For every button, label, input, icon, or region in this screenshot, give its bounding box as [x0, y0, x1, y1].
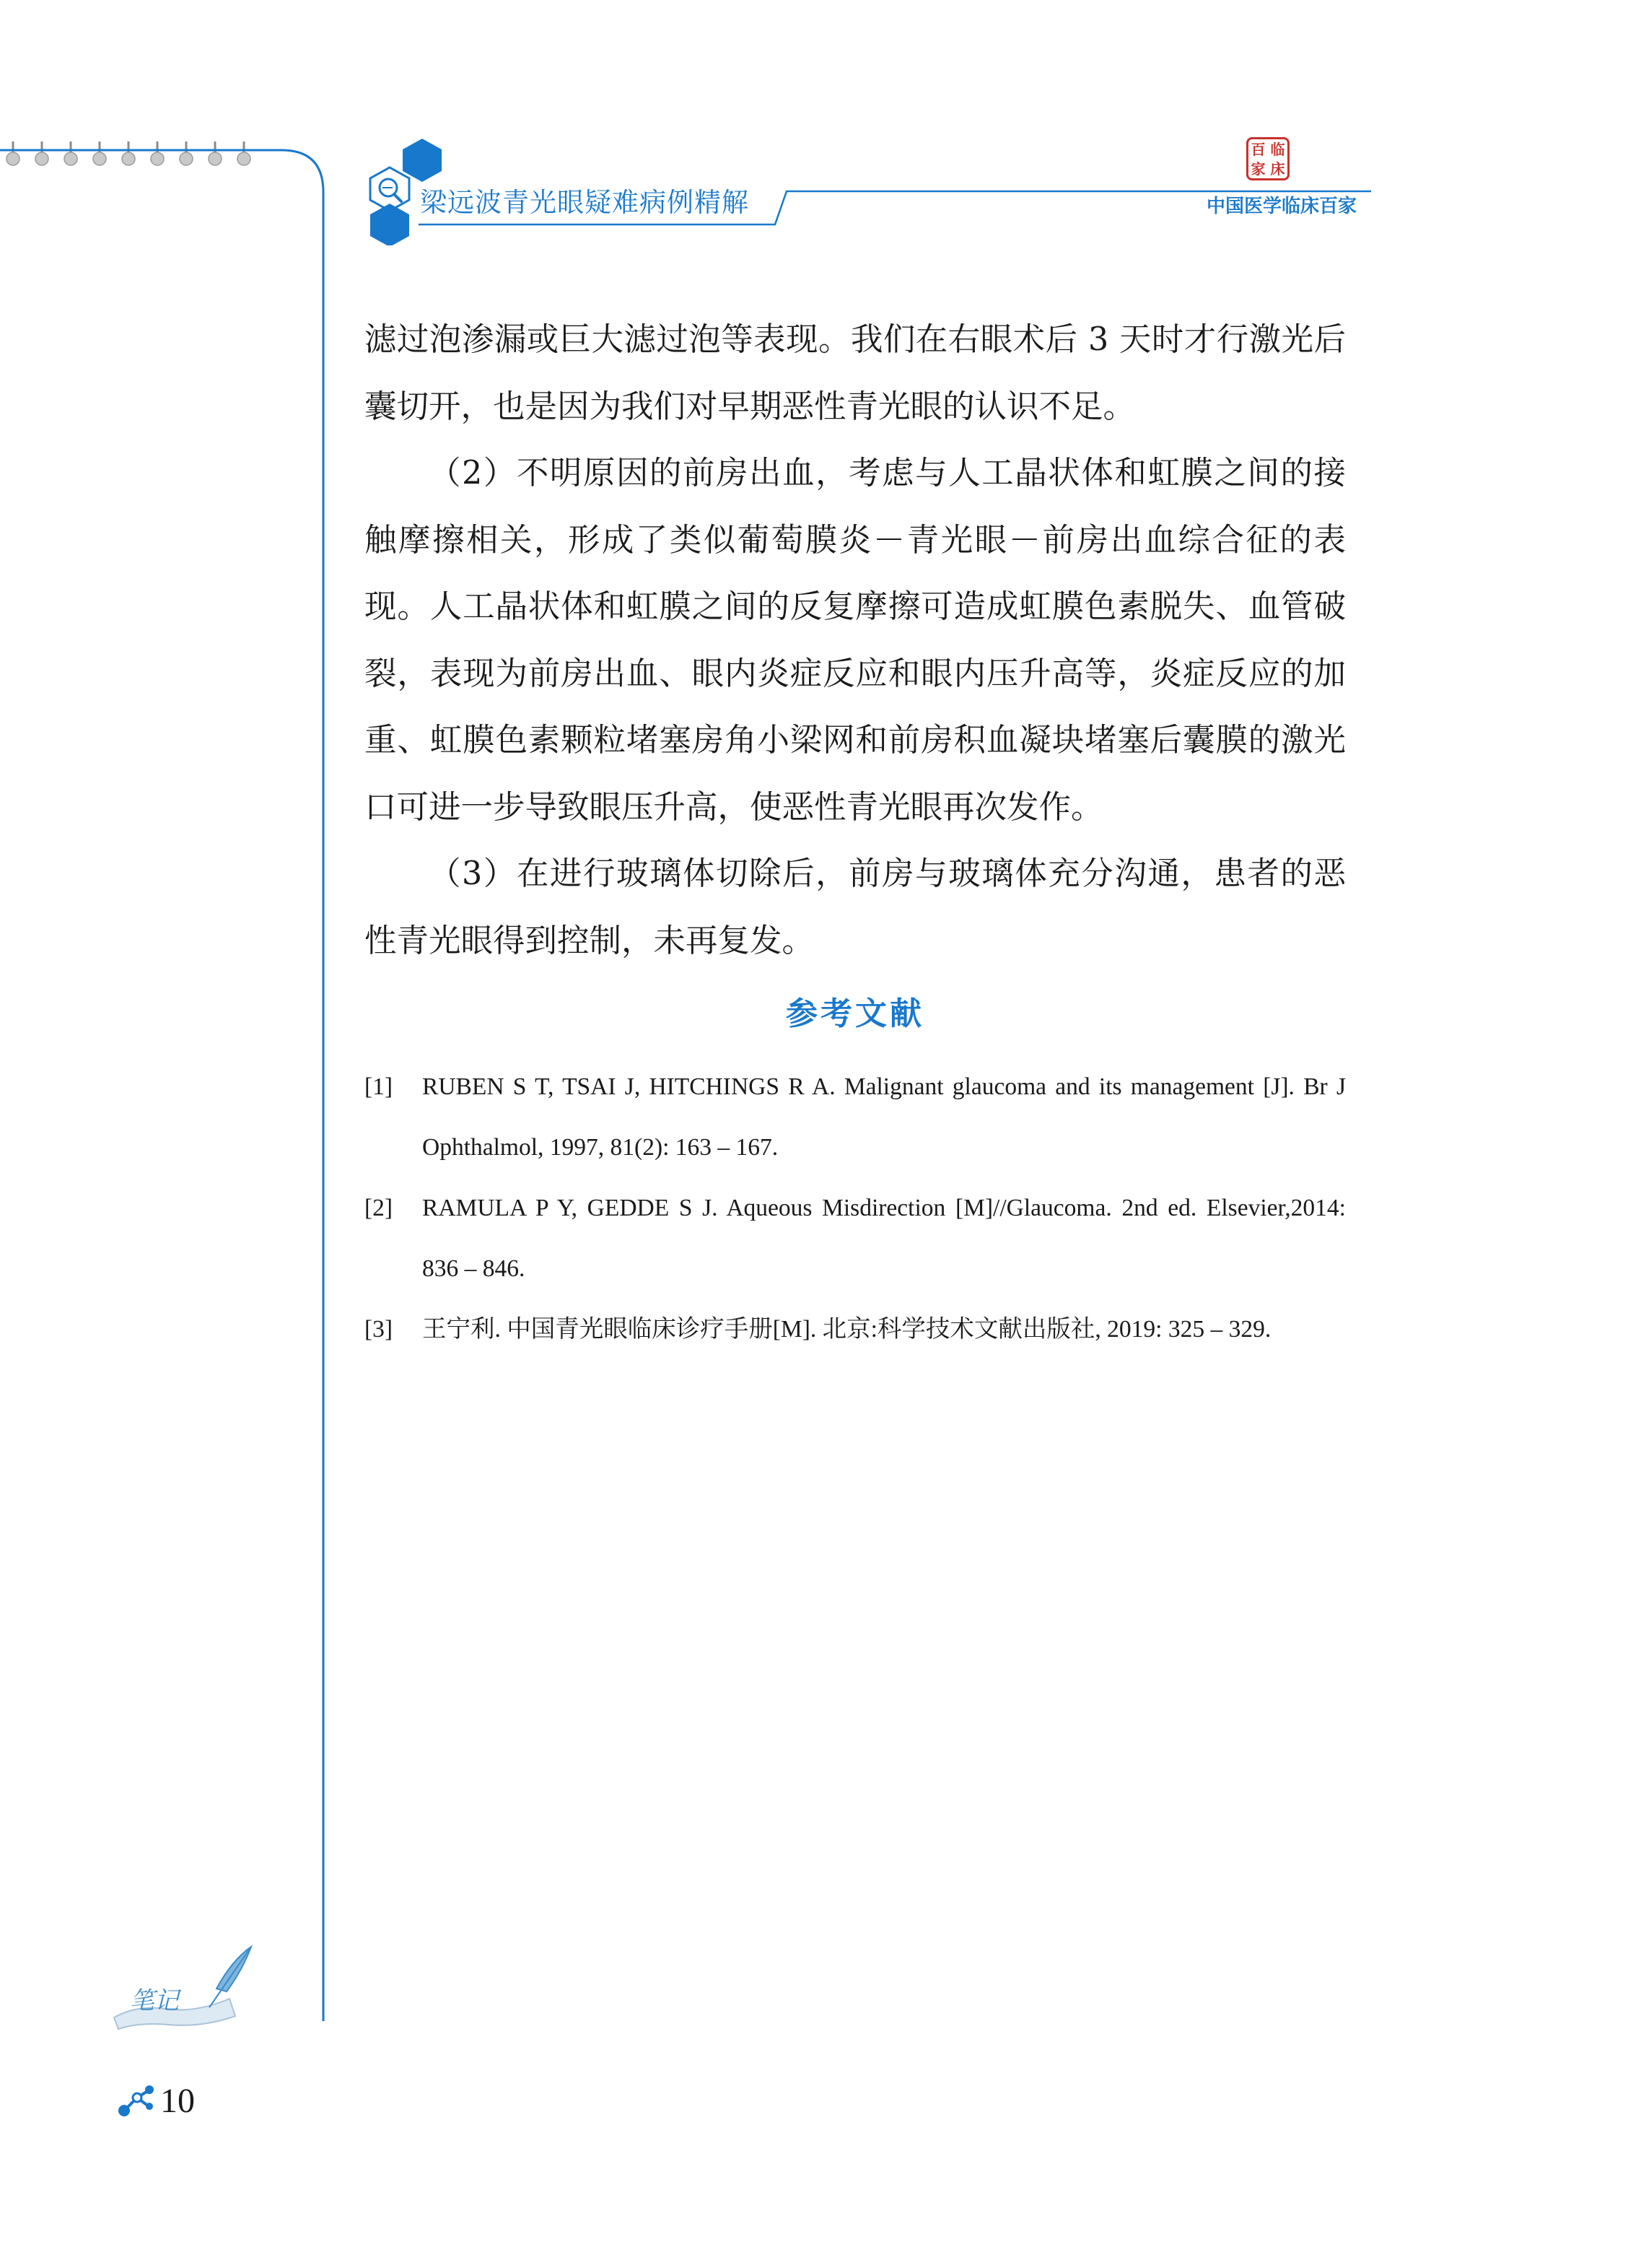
seal-char: 床 — [1270, 160, 1285, 178]
reference-number: [1] — [364, 1073, 393, 1100]
margin-line — [0, 0, 332, 2021]
references-heading: 参考文献 — [786, 995, 924, 1032]
paragraph: （2）不明原因的前房出血，考虑与人工晶状体和虹膜之间的接触摩擦相关，形成了类似葡萄膜炎－青光眼－前房出血综合征的表现。人工晶状体和虹膜之间的反复摩擦可造成虹膜色素脱失、血管破裂，表现为前房出血、眼内炎症反应和眼内压升高等，炎症反应的加重、虹膜色素颗粒堵塞房角小梁网和前房积血凝块堵塞后囊膜的激光口可进一步导致眼压升高，使恶性青光眼再次发作。 — [364, 455, 1346, 826]
reference-item — [364, 1299, 1346, 1360]
reference-item — [364, 1178, 1346, 1299]
reference-item — [364, 1057, 1346, 1178]
publisher-seal-logo — [1246, 137, 1290, 180]
molecule-icon — [115, 2083, 156, 2118]
notes-quill-icon — [108, 1938, 253, 2032]
notes-label: 笔记 — [130, 1986, 179, 2015]
reference-text: 王宁利. 中国青光眼临床诊疗手册[M]. 北京:科学技术文献出版社, 2019: 325 – 329. — [422, 1316, 1272, 1343]
page-number-area — [115, 2079, 195, 2122]
seal-char: 百 — [1251, 140, 1266, 158]
reference-list — [364, 1057, 1346, 1360]
series-name: 中国医学临床百家 — [1206, 196, 1357, 217]
reference-number: [3] — [364, 1316, 393, 1343]
reference-text: RAMULA P Y, GEDDE S J. Aqueous Misdirection [M]//Glaucoma. 2nd ed. Elsevier,2014: 836 – 846. — [422, 1195, 1346, 1282]
book-title: 梁远波青光眼疑难病例精解 — [420, 187, 749, 218]
seal-char: 临 — [1270, 140, 1285, 158]
reference-number: [2] — [364, 1195, 393, 1221]
paragraph: （3）在进行玻璃体切除后，前房与玻璃体充分沟通，患者的恶性青光眼得到控制，未再复发。 — [364, 855, 1346, 959]
paragraph: 滤过泡渗漏或巨大滤过泡等表现。我们在右眼术后 3 天时才行激光后囊切开，也是因为我们对早期恶性青光眼的认识不足。 — [364, 321, 1346, 425]
reference-text: RUBEN S T, TSAI J, HITCHINGS R A. Malignant glaucoma and its management [J]. Br J Ophthalmol, 1997, 81(2): 163 – 167. — [422, 1073, 1346, 1161]
page-number: 10 — [160, 2081, 195, 2120]
main-content — [364, 307, 1346, 1360]
seal-char: 家 — [1251, 160, 1266, 178]
